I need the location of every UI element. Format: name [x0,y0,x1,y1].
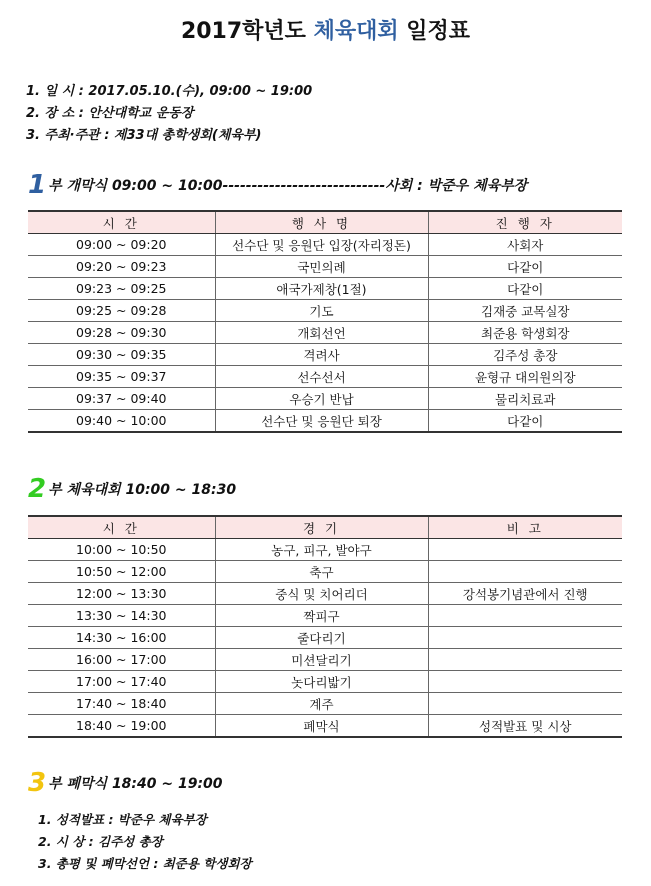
cell-event: 선수단 및 응원단 입장(자리정돈) [215,234,428,256]
table-row [28,583,622,605]
cell-game: 축구 [215,561,428,583]
cell-time: 09:28 ~ 09:30 [28,322,215,344]
table-row [28,234,622,256]
cell-host: 다같이 [428,410,622,433]
cell-time: 12:00 ~ 13:30 [28,583,215,605]
page-title [0,14,651,45]
cell-time: 17:40 ~ 18:40 [28,693,215,715]
table-row [28,561,622,583]
cell-event: 우승기 반납 [215,388,428,410]
cell-note [428,671,622,693]
cell-host: 김재중 교목실장 [428,300,622,322]
cell-time: 09:37 ~ 09:40 [28,388,215,410]
cell-time: 09:30 ~ 09:35 [28,344,215,366]
cell-game: 폐막식 [215,715,428,738]
table-row [28,388,622,410]
info-date: 1. 일 시 : 2017.05.10.(수), 09:00 ~ 19:00 [26,84,313,99]
section3-heading-text: 부 폐막식 18:40 ~ 19:00 [48,776,223,792]
title-event: 체육대회 [313,19,399,44]
table-row [28,715,622,738]
table-row [28,693,622,715]
table-row [28,300,622,322]
cell-game: 중식 및 치어리더 [215,583,428,605]
table-row [28,627,622,649]
section1-heading-text: 부 개막식 09:00 ~ 10:00----------------------------사회 : 박준우 체육부장 [48,178,528,194]
info-host: 3. 주최·주관 : 제33대 총학생회(체육부) [26,128,262,143]
table-row [28,410,622,433]
cell-event: 국민의례 [215,256,428,278]
cell-host: 물리치료과 [428,388,622,410]
table-row [28,671,622,693]
cell-host: 윤형규 대의원의장 [428,366,622,388]
cell-note [428,539,622,561]
cell-game: 계주 [215,693,428,715]
cell-time: 10:50 ~ 12:00 [28,561,215,583]
cell-game: 짝피구 [215,605,428,627]
cell-time: 10:00 ~ 10:50 [28,539,215,561]
cell-time: 13:30 ~ 14:30 [28,605,215,627]
title-year: 2017학년도 [180,19,306,44]
cell-time: 09:25 ~ 09:28 [28,300,215,322]
section2-heading-text: 부 체육대회 10:00 ~ 18:30 [48,482,237,498]
header-time: 시 간 [28,516,215,539]
section1-number: 1 [28,170,47,200]
opening-schedule-table [28,210,622,433]
cell-note [428,561,622,583]
cell-host: 다같이 [428,256,622,278]
cell-time: 16:00 ~ 17:00 [28,649,215,671]
cell-host: 김주성 총장 [428,344,622,366]
header-event: 행 사 명 [215,211,428,234]
section2-heading [28,474,236,504]
closing-item-results: 1. 성적발표 : 박준우 체육부장 [38,812,207,827]
cell-game: 줄다리기 [215,627,428,649]
table-row [28,344,622,366]
section1-heading [28,170,527,200]
cell-note: 강석봉기념관에서 진행 [428,583,622,605]
header-time: 시 간 [28,211,215,234]
closing-item-awards: 2. 시 상 : 김주성 총장 [38,834,163,849]
table-row [28,649,622,671]
cell-note [428,693,622,715]
cell-event: 기도 [215,300,428,322]
cell-note [428,605,622,627]
section3-heading [28,768,223,798]
cell-time: 17:00 ~ 17:40 [28,671,215,693]
cell-host: 최준용 학생회장 [428,322,622,344]
table-row [28,366,622,388]
cell-time: 09:23 ~ 09:25 [28,278,215,300]
header-game: 경 기 [215,516,428,539]
cell-note [428,649,622,671]
table-row [28,256,622,278]
cell-event: 격려사 [215,344,428,366]
title-schedule: 일정표 [406,19,471,44]
table-header-row [28,211,622,234]
cell-time: 09:35 ~ 09:37 [28,366,215,388]
cell-game: 놋다리밟기 [215,671,428,693]
cell-event: 애국가제창(1절) [215,278,428,300]
cell-note [428,627,622,649]
cell-time: 09:00 ~ 09:20 [28,234,215,256]
table-row [28,322,622,344]
section2-number: 2 [28,474,47,504]
cell-host: 사회자 [428,234,622,256]
section3-number: 3 [28,768,47,798]
cell-event: 선수단 및 응원단 퇴장 [215,410,428,433]
cell-event: 선수선서 [215,366,428,388]
cell-time: 09:20 ~ 09:23 [28,256,215,278]
cell-game: 미션달리기 [215,649,428,671]
table-header-row [28,516,622,539]
cell-host: 다같이 [428,278,622,300]
table-row [28,278,622,300]
closing-item-remarks: 3. 총평 및 폐막선언 : 최준용 학생회장 [38,856,252,871]
table-row [28,605,622,627]
cell-time: 09:40 ~ 10:00 [28,410,215,433]
cell-event: 개회선언 [215,322,428,344]
info-place: 2. 장 소 : 안산대학교 운동장 [26,106,194,121]
header-host: 진 행 자 [428,211,622,234]
cell-note: 성적발표 및 시상 [428,715,622,738]
table-row [28,539,622,561]
cell-time: 18:40 ~ 19:00 [28,715,215,738]
header-note: 비 고 [428,516,622,539]
cell-game: 농구, 피구, 발야구 [215,539,428,561]
sports-schedule-table [28,515,622,738]
cell-time: 14:30 ~ 16:00 [28,627,215,649]
